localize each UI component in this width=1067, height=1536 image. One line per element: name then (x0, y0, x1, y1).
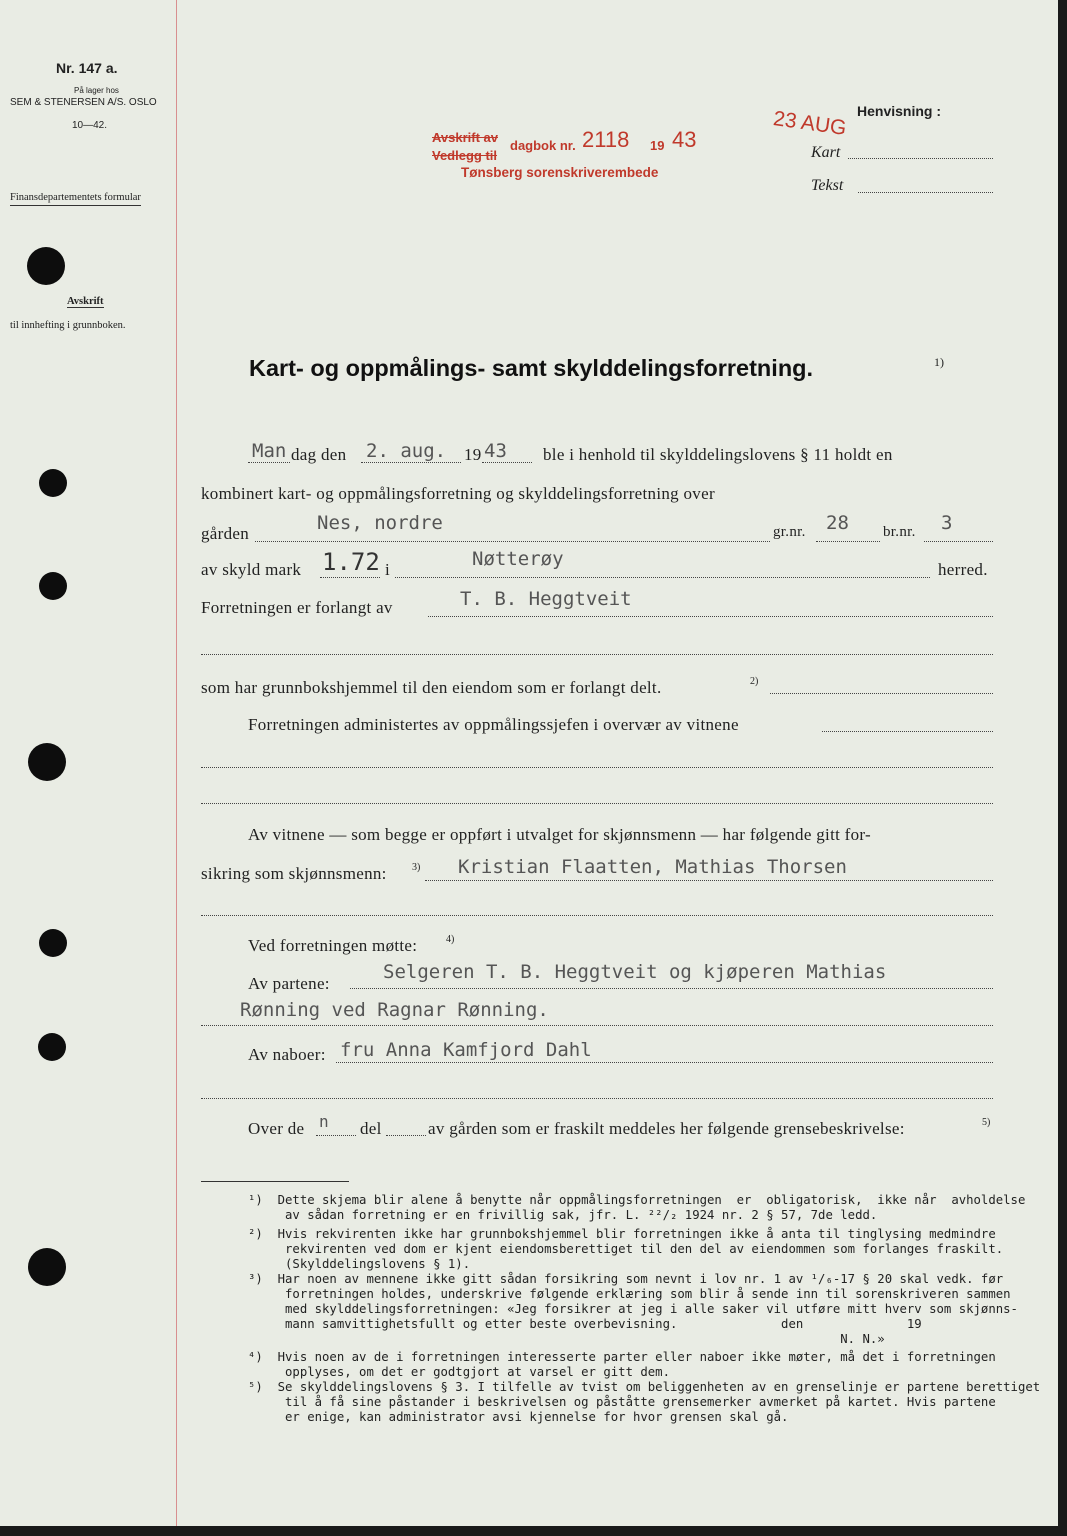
naboer-line-2 (201, 1098, 993, 1099)
vitner-line1: Av vitnene — som begge er oppført i utvalget for skjønnsmenn — har følgende gitt for- (248, 825, 872, 844)
grnr-label: gr.nr. (773, 524, 806, 540)
punch-hole (39, 572, 67, 600)
year-prefix: 19 (464, 445, 482, 464)
admin-line (822, 731, 993, 732)
footnote-2: ²) Hvis rekvirenten ikke har grunnbokshjemmel blir forretningen ikke å anta til tinglysing medmindre rekvirenten ved dom er kjent eiendomsberettiget til den del av eiendommen som forlanges fraskilt. (Skylddelingslovens § 1). (248, 1227, 1004, 1271)
vitner-line-2 (201, 915, 993, 916)
brnr-line (924, 541, 993, 542)
over-handwritten: n (319, 1112, 329, 1131)
stamp-year: 43 (672, 127, 697, 152)
stamp-date: 23 AUG (771, 106, 848, 141)
brnr-label: br.nr. (883, 524, 916, 540)
garden-line (255, 541, 770, 542)
brnr-handwritten: 3 (941, 512, 953, 534)
vitner-note: 3) (412, 862, 421, 873)
motte-label: Ved forretningen møtte: (248, 936, 418, 955)
naboer-line (336, 1062, 993, 1063)
vitner-line2: sikring som skjønnsmenn: (201, 864, 387, 883)
vitner-handwritten: Kristian Flaatten, Mathias Thorsen (458, 856, 847, 878)
avskrift-label: Avskrift (67, 296, 104, 307)
punch-hole (38, 1033, 66, 1061)
footnote-1: ¹) Dette skjema blir alene å benytte når oppmålingsforretningen er obligatorisk, ikke når avholdelse av sådan forretning er en frivillig sak, jfr. L. ²²/₂ 1924 nr. 2 § 57, 7de ledd. (248, 1193, 1026, 1222)
garden-handwritten: Nes, nordre (317, 512, 443, 534)
stamp-dagbok: dagbok nr. (510, 138, 576, 153)
kart-line (848, 158, 993, 159)
day-line (248, 462, 290, 463)
partene-line (350, 988, 993, 989)
over-line (316, 1135, 356, 1136)
forlangt-handwritten: T. B. Heggtveit (460, 588, 632, 610)
herred-line (395, 577, 930, 578)
publisher-line1: På lager hos (74, 86, 119, 95)
formular-label: Finansdepartementets formular (10, 192, 141, 206)
stamp-office: Tønsberg sorenskriverembede (461, 165, 659, 180)
i-label: i (385, 560, 391, 579)
punch-hole (28, 743, 66, 781)
grunnbok-line (770, 693, 993, 694)
partene-handwritten-2: Rønning ved Ragnar Rønning. (240, 999, 549, 1021)
naboer-handwritten: fru Anna Kamfjord Dahl (340, 1039, 592, 1061)
vitner-line (425, 880, 993, 881)
herred-handwritten: Nøtterøy (472, 548, 564, 570)
line1-text: ble i henhold til skylddelingslovens § 11 holdt en (543, 445, 893, 464)
stamp-year-prefix: 19 (650, 138, 665, 153)
admin-line-2 (201, 767, 993, 768)
line2-text: kombinert kart- og oppmålingsforretning og skylddelingsforretning over (201, 484, 715, 503)
punch-hole (28, 1248, 66, 1286)
grnr-handwritten: 28 (826, 512, 849, 534)
footnote-5: ⁵) Se skylddelingslovens § 3. I tilfelle av tvist om beliggenheten av en grenselinje er partene berettiget til å få sine påstander i beskrivelsen og påståtte grensemerker avmerket på kartet. Hvis partene er enige, kan administrator avsi kjennelse for hvor grensen skal gå. (248, 1380, 1041, 1424)
grnr-line (816, 541, 880, 542)
title-footnote-ref: 1) (934, 355, 944, 369)
naboer-label: Av naboer: (248, 1045, 326, 1064)
del-label: del (360, 1119, 382, 1138)
partene-handwritten-1: Selgeren T. B. Heggtveit og kjøperen Mathias (383, 961, 887, 983)
punch-hole (39, 469, 67, 497)
stamp-line-avskrift: Avskrift av (432, 130, 498, 145)
punch-hole (27, 247, 65, 285)
punch-hole (39, 929, 67, 957)
kart-label: Kart (811, 144, 841, 161)
publisher-line2: SEM & STENERSEN A/S. OSLO (10, 97, 157, 108)
year-line (482, 462, 532, 463)
partene-label: Av partene: (248, 974, 330, 993)
del-line (386, 1135, 426, 1136)
forlangt-label: Forretningen er forlangt av (201, 598, 393, 617)
day-handwritten: Man (252, 440, 287, 462)
forlangt-line (428, 616, 993, 617)
skyld-line (320, 577, 380, 578)
over-label: Over de (248, 1119, 305, 1138)
innhefting-label: til innhefting i grunnboken. (10, 320, 126, 331)
over-note: 5) (982, 1117, 991, 1128)
admin-label: Forretningen administertes av oppmålingssjefen i overvær av vitnene (248, 715, 739, 734)
form-number: Nr. 147 a. (56, 60, 118, 76)
margin-rule (176, 0, 177, 1526)
henvisning-label: Henvisning : (857, 103, 942, 119)
date-line (361, 462, 461, 463)
over-rest-label: av gården som er fraskilt meddeles her følgende grensebeskrivelse: (428, 1119, 905, 1138)
skyld-handwritten: 1.72 (322, 548, 380, 576)
date-handwritten: 2. aug. (366, 440, 447, 462)
publisher-date: 10—42. (72, 120, 108, 131)
stamp-line-vedlegg: Vedlegg til (432, 148, 498, 163)
garden-label: gården (201, 524, 250, 543)
tekst-label: Tekst (811, 177, 844, 194)
footnote-3: ³) Har noen av mennene ikke gitt sådan forsikring som nevnt i lov nr. 1 av ¹/₆-17 § 20 skal vedk. før forretningen holdes, underskrive følgende erklæring som blir å sende inn til sorenskriveren sammen med skylddelingsforretningen: «Jeg forsikrer at jeg i alle saker vil utføre mitt hverv som skjønns- mann samvittighetsfullt og etter beste overbevisning. den 19 N. N.» (248, 1272, 1018, 1346)
stamp-number: 2118 (582, 127, 630, 152)
document-title: Kart- og oppmålings- samt skylddelingsforretning. (249, 355, 814, 381)
footnote-separator (201, 1181, 349, 1182)
skyld-label: av skyld mark (201, 560, 302, 579)
tekst-line (858, 192, 993, 193)
grunnbok-label: som har grunnbokshjemmel til den eiendom som er forlangt delt. (201, 678, 662, 697)
partene-line-2 (201, 1025, 993, 1026)
admin-line-3 (201, 803, 993, 804)
grunnbok-note: 2) (750, 676, 759, 687)
herred-label: herred. (938, 560, 988, 579)
motte-note: 4) (446, 934, 455, 945)
year-handwritten: 43 (484, 440, 507, 462)
forlangt-line-2 (201, 654, 993, 655)
dag-den-label: dag den (291, 445, 347, 464)
footnote-4: ⁴) Hvis noen av de i forretningen interesserte parter eller naboer ikke møter, må det i forretningen opplyses, om det er godtgjort at varsel er gitt dem. (248, 1350, 996, 1379)
